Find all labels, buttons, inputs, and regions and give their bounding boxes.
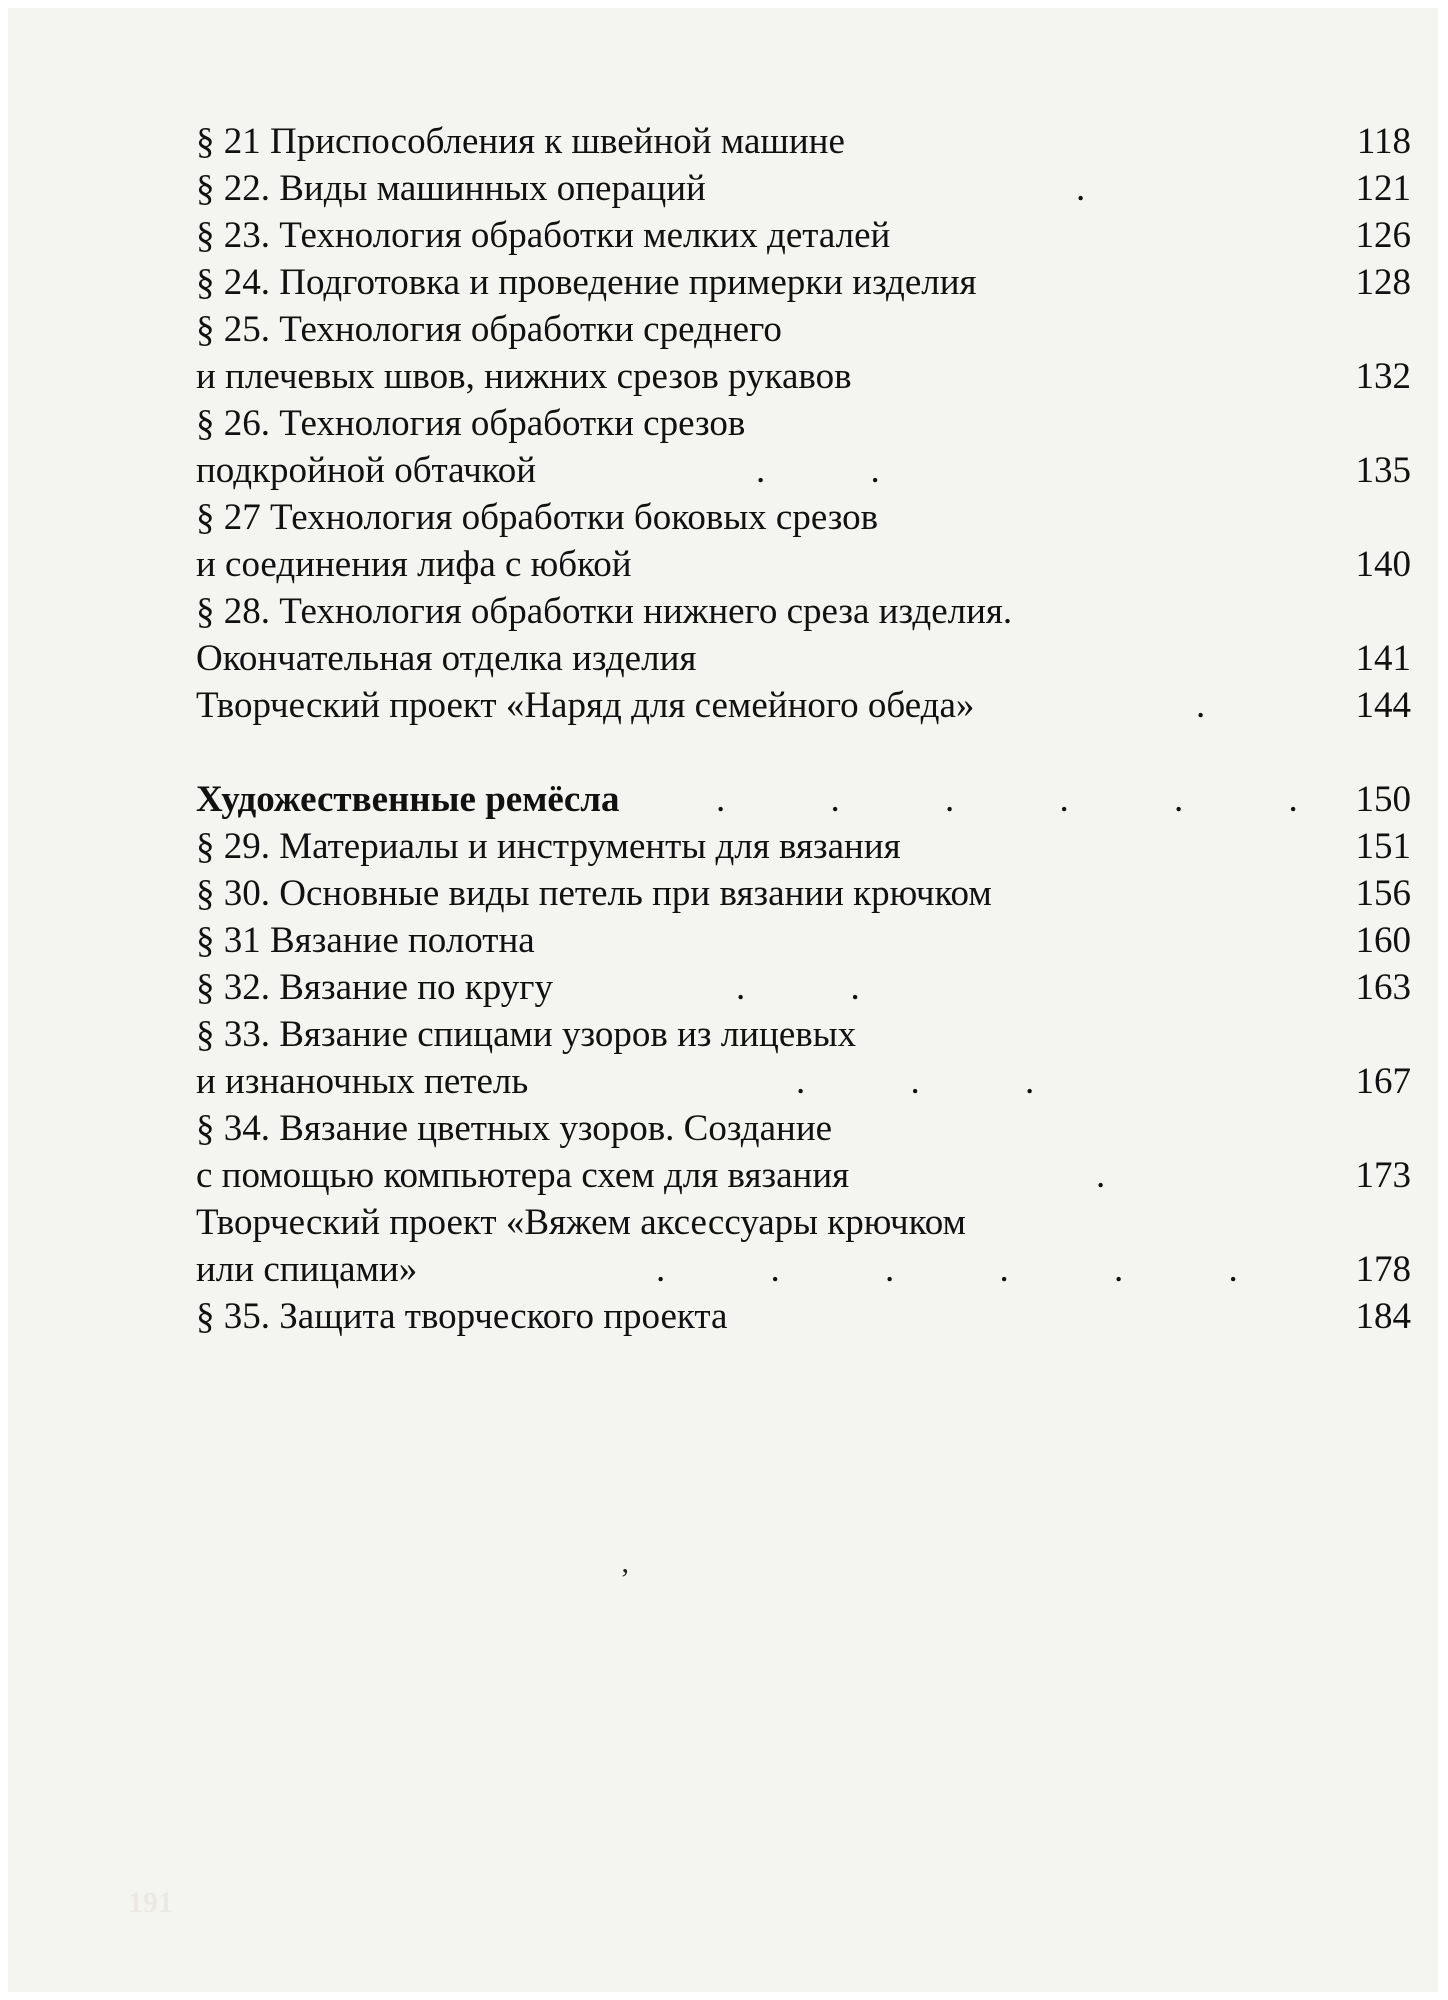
toc-entry-title: § 25. Технология обработки среднего xyxy=(196,309,782,350)
toc-entry xyxy=(196,870,1411,917)
toc-entry-title: с помощью компьютера схем для вязания xyxy=(196,1155,850,1196)
toc-entry-title: § 26. Технология обработки срезов xyxy=(196,403,746,444)
toc-entry-title: и соединения лифа с юбкой xyxy=(196,544,632,585)
page-number: 191 xyxy=(128,1886,173,1919)
toc-entry-title: § 27 Технология обработки боковых срезов xyxy=(196,497,879,538)
toc-entry xyxy=(196,259,1411,306)
toc-entry xyxy=(196,212,1411,259)
toc-entry xyxy=(196,1152,1411,1199)
toc-entry-title: и плечевых швов, нижних срезов рукавов xyxy=(196,356,852,397)
section-gap xyxy=(196,729,1411,776)
leader-dots: . xyxy=(1076,168,1134,209)
toc-entry-title: § 28. Технология обработки нижнего среза изделия. xyxy=(196,591,1013,632)
toc-section-heading xyxy=(196,776,1411,823)
toc-entry-title: Творческий проект «Вяжем аксессуары крючком xyxy=(196,1202,966,1243)
toc-entry xyxy=(196,447,1411,494)
toc-entry xyxy=(196,917,1411,964)
toc-entry xyxy=(196,964,1411,1011)
toc-entry-title: § 30. Основные виды петель при вязании крючком xyxy=(196,873,992,914)
leader-dots: . . xyxy=(736,967,908,1008)
toc-entry-page: 151 xyxy=(1355,826,1411,867)
leader-dots: . . . . . . xyxy=(656,1249,1286,1290)
toc-entry-title: § 34. Вязание цветных узоров. Создание xyxy=(196,1108,833,1149)
toc-entry xyxy=(196,494,1411,541)
toc-entry-title: Окончательная отделка изделия xyxy=(196,638,697,679)
toc-entry-title: § 22. Виды машинных операций xyxy=(196,168,706,209)
toc-entry-page: 128 xyxy=(1355,262,1411,303)
toc-entry-page: 140 xyxy=(1355,544,1411,585)
toc-entry-page: 150 xyxy=(1355,779,1411,820)
leader-dots: . xyxy=(1196,685,1254,726)
toc-entry xyxy=(196,400,1411,447)
toc-entry xyxy=(196,541,1411,588)
toc-entry xyxy=(196,1293,1411,1340)
table-of-contents xyxy=(196,118,1411,1340)
leader-dots: . . . . . . xyxy=(716,779,1346,820)
toc-entry xyxy=(196,823,1411,870)
toc-entry-title: и изнаночных петель xyxy=(196,1061,529,1102)
toc-entry-page: 126 xyxy=(1355,215,1411,256)
toc-entry-title: Творческий проект «Наряд для семейного обеда» xyxy=(196,685,975,726)
leader-dots: . xyxy=(1096,1155,1154,1196)
toc-entry xyxy=(196,1011,1411,1058)
stray-mark: ʼ xyxy=(620,1563,630,1596)
leader-dots: . . . xyxy=(796,1061,1083,1102)
toc-entry xyxy=(196,682,1411,729)
toc-entry-page: 118 xyxy=(1356,121,1411,162)
toc-entry-page: 160 xyxy=(1355,920,1411,961)
toc-entry-page: 167 xyxy=(1355,1061,1411,1102)
toc-entry xyxy=(196,118,1411,165)
toc-entry-page: 173 xyxy=(1355,1155,1411,1196)
toc-entry-page: 163 xyxy=(1355,967,1411,1008)
toc-entry-page: 184 xyxy=(1355,1296,1411,1337)
toc-entry-title: § 29. Материалы и инструменты для вязания xyxy=(196,826,901,867)
toc-entry-title: § 35. Защита творческого проекта xyxy=(196,1296,728,1337)
toc-entry-page: 132 xyxy=(1355,356,1411,397)
toc-entry-title: § 24. Подготовка и проведение примерки изделия xyxy=(196,262,977,303)
toc-entry-page: 178 xyxy=(1355,1249,1411,1290)
toc-entry-page: 141 xyxy=(1355,638,1411,679)
toc-entry-title: или спицами» xyxy=(196,1249,418,1290)
toc-entry xyxy=(196,353,1411,400)
toc-entry-title: § 32. Вязание по кругу xyxy=(196,967,553,1008)
toc-entry-title: подкройной обтачкой xyxy=(196,450,537,491)
toc-entry-title: § 33. Вязание спицами узоров из лицевых xyxy=(196,1014,857,1055)
toc-entry-title: § 21 Приспособления к швейной машине xyxy=(196,121,845,162)
toc-entry xyxy=(196,165,1411,212)
toc-entry xyxy=(196,635,1411,682)
toc-entry xyxy=(196,1058,1411,1105)
toc-entry xyxy=(196,1105,1411,1152)
toc-entry-title: Художественные ремёсла xyxy=(196,779,620,820)
toc-entry xyxy=(196,306,1411,353)
toc-entry-page: 156 xyxy=(1355,873,1411,914)
toc-entry-page: 144 xyxy=(1355,685,1411,726)
leader-dots: . . xyxy=(756,450,928,491)
book-page xyxy=(8,8,1438,1992)
toc-entry-title: § 23. Технология обработки мелких деталей xyxy=(196,215,891,256)
toc-entry-page: 135 xyxy=(1355,450,1411,491)
toc-entry xyxy=(196,1246,1411,1293)
toc-entry-page: 121 xyxy=(1355,168,1411,209)
toc-entry xyxy=(196,588,1411,635)
toc-entry-title: § 31 Вязание полотна xyxy=(196,920,535,961)
toc-entry xyxy=(196,1199,1411,1246)
